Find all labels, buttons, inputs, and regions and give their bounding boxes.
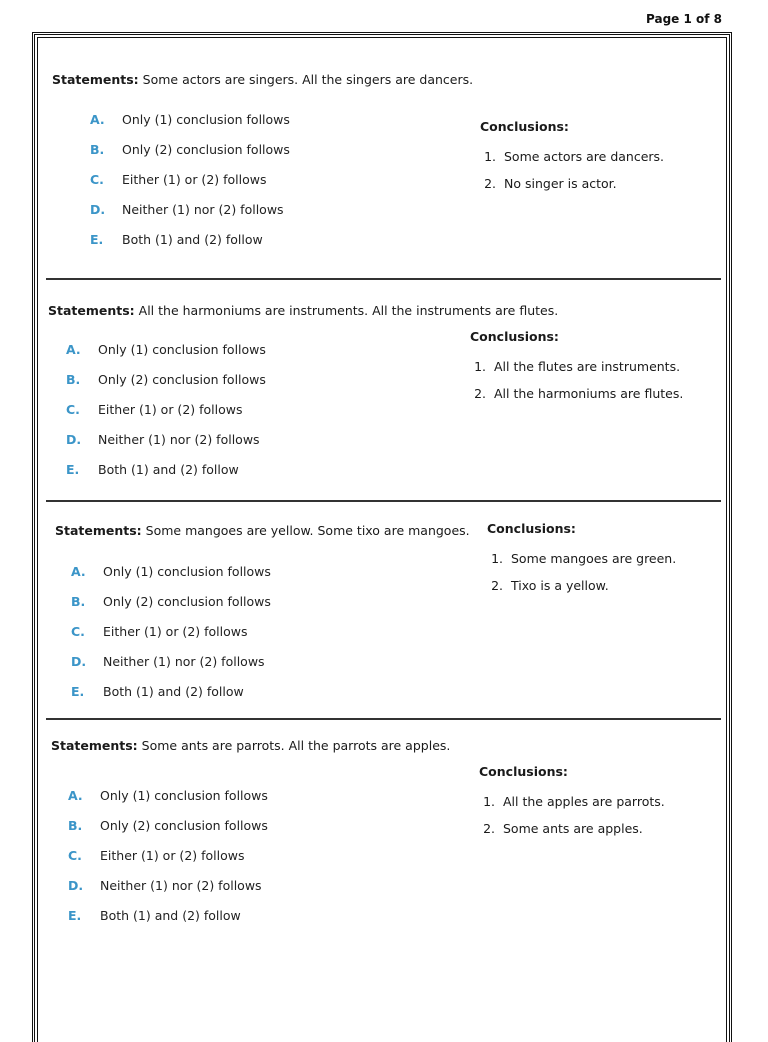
option-d[interactable] (66, 430, 266, 460)
question-divider (46, 278, 721, 280)
options-list-2 (66, 340, 266, 490)
option-e[interactable] (90, 230, 290, 260)
option-c[interactable] (90, 170, 290, 200)
option-e[interactable] (66, 460, 266, 490)
option-letter: C. (90, 172, 104, 187)
conclusions-list (479, 793, 665, 847)
option-letter: E. (66, 462, 80, 477)
statement-text: Some ants are parrots. All the parrots are apples. (137, 738, 451, 753)
options-list-1 (90, 110, 290, 260)
option-text: Both (1) and (2) follow (122, 232, 263, 247)
option-letter: C. (71, 624, 85, 639)
option-letter: E. (71, 684, 85, 699)
option-a[interactable] (90, 110, 290, 140)
option-d[interactable] (71, 652, 271, 682)
conclusion-item: 1. All the apples are parrots. (499, 793, 665, 820)
option-b[interactable] (66, 370, 266, 400)
option-text: Only (2) conclusion follows (122, 142, 290, 157)
option-text: Both (1) and (2) follow (98, 462, 239, 477)
conclusions-4 (479, 764, 665, 847)
statement-2 (48, 303, 558, 318)
conclusion-item: 2. Some ants are apples. (499, 820, 665, 847)
conclusion-item: 1. All the flutes are instruments. (490, 358, 683, 385)
statement-label: Statements: (48, 303, 135, 318)
option-letter: D. (68, 878, 84, 893)
option-d[interactable] (90, 200, 290, 230)
conclusion-item: 2. All the harmoniums are flutes. (490, 385, 683, 412)
option-text: Only (2) conclusion follows (100, 818, 268, 833)
option-e[interactable] (71, 682, 271, 712)
option-letter: C. (66, 402, 80, 417)
option-text: Both (1) and (2) follow (103, 684, 244, 699)
option-text: Either (1) or (2) follows (122, 172, 267, 187)
option-text: Only (1) conclusion follows (100, 788, 268, 803)
option-letter: A. (66, 342, 81, 357)
option-text: Only (1) conclusion follows (122, 112, 290, 127)
question-divider (46, 718, 721, 720)
option-letter: A. (68, 788, 83, 803)
option-letter: B. (66, 372, 81, 387)
option-letter: A. (71, 564, 86, 579)
option-text: Neither (1) nor (2) follows (122, 202, 284, 217)
conclusions-list (470, 358, 683, 412)
option-text: Either (1) or (2) follows (103, 624, 248, 639)
option-text: Only (1) conclusion follows (98, 342, 266, 357)
option-letter: B. (90, 142, 105, 157)
option-text: Either (1) or (2) follows (100, 848, 245, 863)
option-text: Neither (1) nor (2) follows (100, 878, 262, 893)
option-letter: A. (90, 112, 105, 127)
option-e[interactable] (68, 906, 268, 936)
conclusions-2 (470, 329, 683, 412)
option-letter: D. (90, 202, 106, 217)
statement-label: Statements: (51, 738, 138, 753)
conclusions-title: Conclusions: (470, 329, 559, 344)
option-c[interactable] (66, 400, 266, 430)
option-letter: D. (66, 432, 82, 447)
option-text: Both (1) and (2) follow (100, 908, 241, 923)
option-letter: E. (68, 908, 82, 923)
conclusions-1 (480, 119, 664, 202)
option-text: Only (1) conclusion follows (103, 564, 271, 579)
option-a[interactable] (66, 340, 266, 370)
conclusions-3 (487, 521, 676, 604)
option-text: Only (2) conclusion follows (103, 594, 271, 609)
conclusions-title: Conclusions: (480, 119, 569, 134)
statement-text: Some mangoes are yellow. Some tixo are mangoes. (141, 523, 470, 538)
statement-label: Statements: (52, 72, 139, 87)
statement-4 (51, 738, 450, 753)
question-divider (46, 500, 721, 502)
option-letter: E. (90, 232, 104, 247)
conclusion-item: 1. Some actors are dancers. (500, 148, 664, 175)
option-d[interactable] (68, 876, 268, 906)
statement-text: Some actors are singers. All the singers are dancers. (138, 72, 474, 87)
option-letter: C. (68, 848, 82, 863)
statement-3 (55, 523, 470, 538)
conclusions-list (487, 550, 676, 604)
option-a[interactable] (71, 562, 271, 592)
option-text: Only (2) conclusion follows (98, 372, 266, 387)
conclusions-title: Conclusions: (487, 521, 576, 536)
conclusion-item: 2. Tixo is a yellow. (507, 577, 676, 604)
option-letter: B. (71, 594, 86, 609)
option-a[interactable] (68, 786, 268, 816)
conclusions-title: Conclusions: (479, 764, 568, 779)
conclusion-item: 1. Some mangoes are green. (507, 550, 676, 577)
conclusions-list (480, 148, 664, 202)
option-b[interactable] (90, 140, 290, 170)
conclusion-item: 2. No singer is actor. (500, 175, 664, 202)
statement-label: Statements: (55, 523, 142, 538)
option-text: Neither (1) nor (2) follows (98, 432, 260, 447)
option-text: Neither (1) nor (2) follows (103, 654, 265, 669)
statement-text: All the harmoniums are instruments. All the instruments are flutes. (134, 303, 559, 318)
option-b[interactable] (68, 816, 268, 846)
page-number: Page 1 of 8 (646, 12, 722, 26)
options-list-3 (71, 562, 271, 712)
option-letter: D. (71, 654, 87, 669)
option-b[interactable] (71, 592, 271, 622)
statement-1 (52, 72, 473, 87)
options-list-4 (68, 786, 268, 936)
option-letter: B. (68, 818, 83, 833)
option-c[interactable] (68, 846, 268, 876)
option-c[interactable] (71, 622, 271, 652)
option-text: Either (1) or (2) follows (98, 402, 243, 417)
